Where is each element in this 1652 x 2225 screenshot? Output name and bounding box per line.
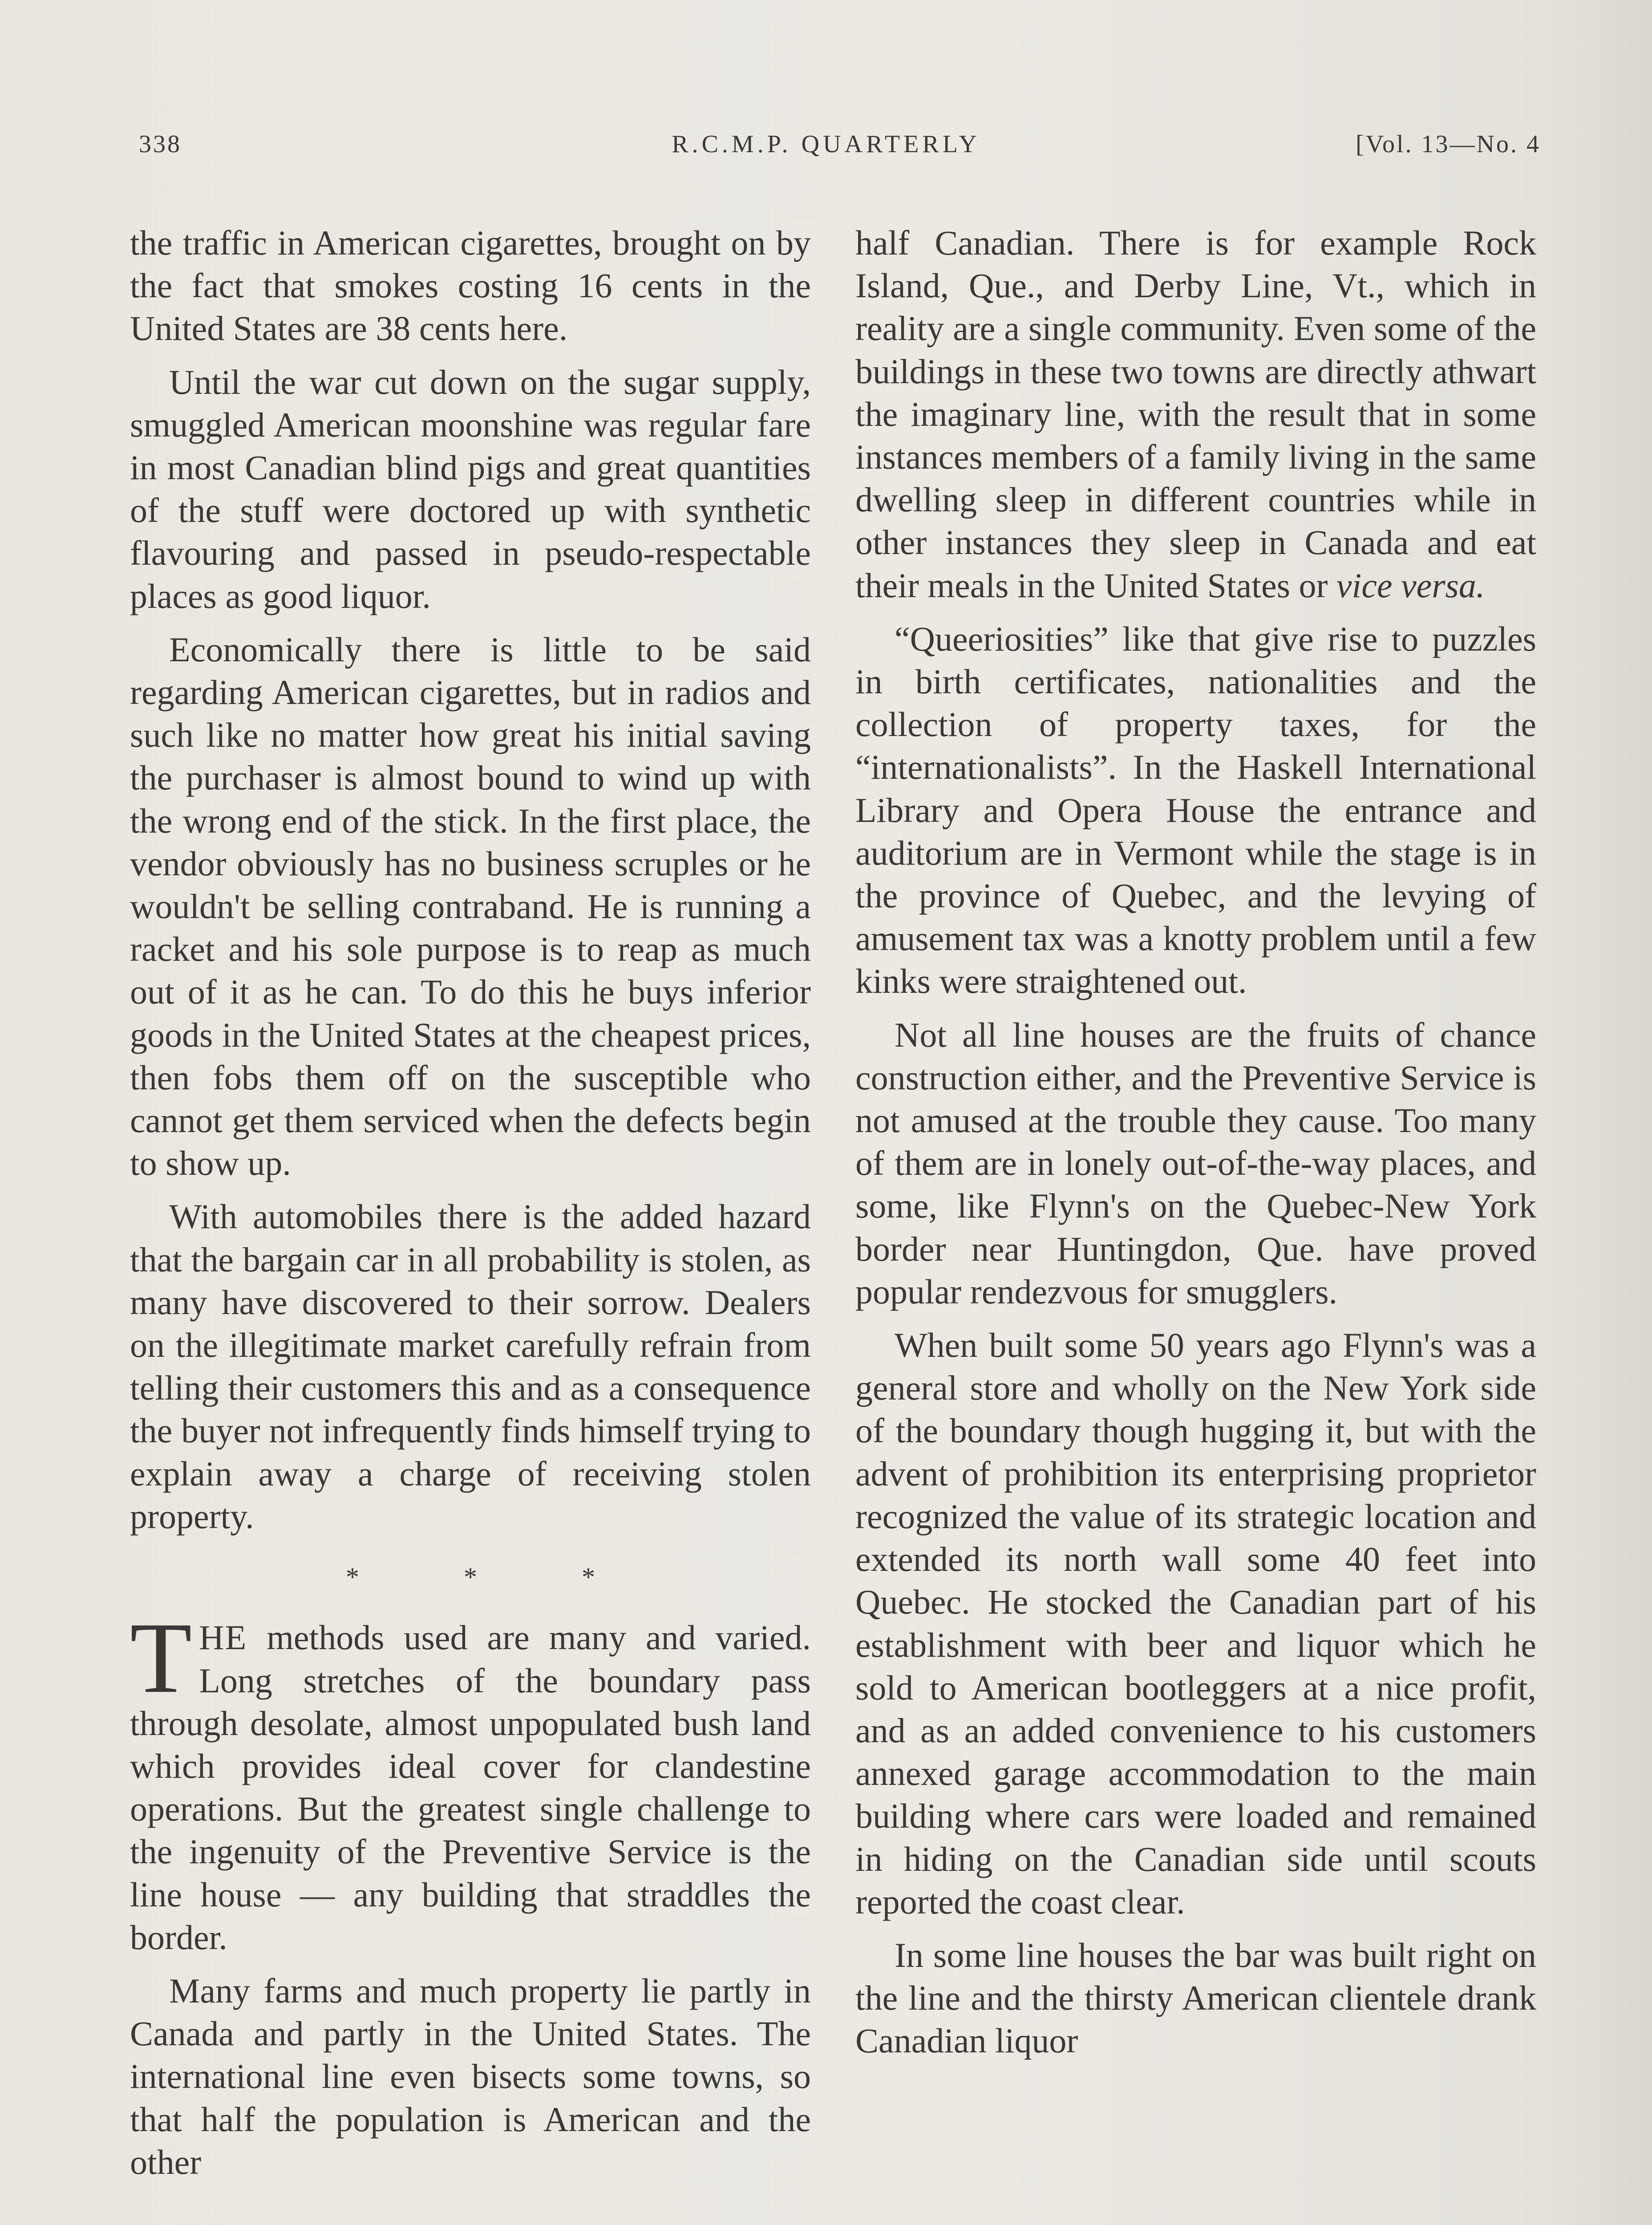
- paragraph: Many farms and much property lie partly in Canada and partly in the United States. The international line even bisects some towns, so that half the population is American and the other: [130, 1971, 811, 2181]
- volume-issue: [Vol. 13—No. 4: [1356, 130, 1541, 158]
- paragraph-text: methods used are many and varied. Long stretches of the boundary pass through desolate, almost unpopulated bush land which provides ideal cover for clandestine operations. But the greatest single challenge to the ingenuity of the Preventive Service is the line house — any building that straddles the border.: [130, 1618, 811, 1957]
- italic-phrase: vice versa.: [1336, 566, 1485, 605]
- paragraph: When built some 50 years ago Flynn's was a general store and wholly on the New York side of the boundary though hugging it, but with the advent of prohibition its enterprising proprietor recognized the value of its strategic location and extended its north wall some 40 feet into Quebec. He stocked the Canadian part of his establishment with beer and liquor which he sold to American bootleggers at a nice profit, and as an added convenience to his customers annexed garage accommodation to the main building where cars were loaded and remained in hiding on the Canadian side until scouts reported the coast clear.: [855, 1326, 1536, 1921]
- left-column: [130, 222, 811, 2194]
- paragraph: “Queeriosities” like that give rise to puzzles in birth certificates, nationalities and the collection of property taxes, for the “internationalists”. In the Haskell International Library and Opera House the entrance and auditorium are in Vermont while the stage is in the province of Quebec, and the levying of amusement tax was a knotty problem until a few kinks were straightened out.: [855, 619, 1536, 1001]
- paragraph: With automobiles there is the added hazard that the bargain car in all probability is stolen, as many have discovered to their sorrow. Dealers on the illegitimate market carefully refrain from telling their customers this and as a consequence the buyer not infrequently finds himself trying to explain away a charge of receiving stolen property.: [130, 1197, 811, 1536]
- running-header: [0, 130, 1652, 170]
- small-caps-lead: HE: [199, 1618, 247, 1657]
- paragraph: Until the war cut down on the sugar supply, smuggled American moonshine was regular fare in most Canadian blind pigs and great quantities of the stuff were doctored up with synthetic flavouring and passed in pseudo-respectable places as good liquor.: [130, 362, 811, 615]
- paragraph: the traffic in American cigarettes, brought on by the fact that smokes costing 16 cents in the United States are 38 cents here.: [130, 223, 811, 348]
- paragraph: Economically there is little to be said regarding American cigarettes, but in radios and such like no matter how great his initial saving the purchaser is almost bound to wind up with the wrong end of the stick. In the first place, the vendor obviously has no business scruples or he wouldn't be selling contraband. He is running a racket and his sole purpose is to reap as much out of it as he can. To do this he buys inferior goods in the United States at the cheapest prices, then fobs them off on the susceptible who cannot get them serviced when the defects begin to show up.: [130, 630, 811, 1183]
- section-break-stars: * * *: [346, 1562, 644, 1592]
- drop-cap: T: [130, 1602, 192, 1715]
- paragraph-dropcap: [130, 1602, 811, 1959]
- page-number: 338: [139, 130, 182, 158]
- journal-title: R.C.M.P. QUARTERLY: [672, 130, 980, 158]
- right-column: [855, 222, 1536, 2073]
- paragraph: [855, 222, 1536, 607]
- paragraph-text: half Canadian. There is for example Rock Island, Que., and Derby Line, Vt., which in reality are a single community. Even some of the buildings in these two towns are directly athwart the imaginary line, with the result that in some instances members of a family living in the same dwelling sleep in different countries while in other instances they sleep in Canada and eat their meals in the United States or: [855, 223, 1536, 605]
- paragraph: Not all line houses are the fruits of chance construction either, and the Preventive Service is not amused at the trouble they cause. Too many of them are in lonely out-of-the-way places, and some, like Flynn's on the Quebec-New York border near Huntingdon, Que. have proved popular rendezvous for smugglers.: [855, 1015, 1536, 1311]
- paragraph: In some line houses the bar was built right on the line and the thirsty American clientele drank Canadian liquor: [855, 1935, 1536, 2060]
